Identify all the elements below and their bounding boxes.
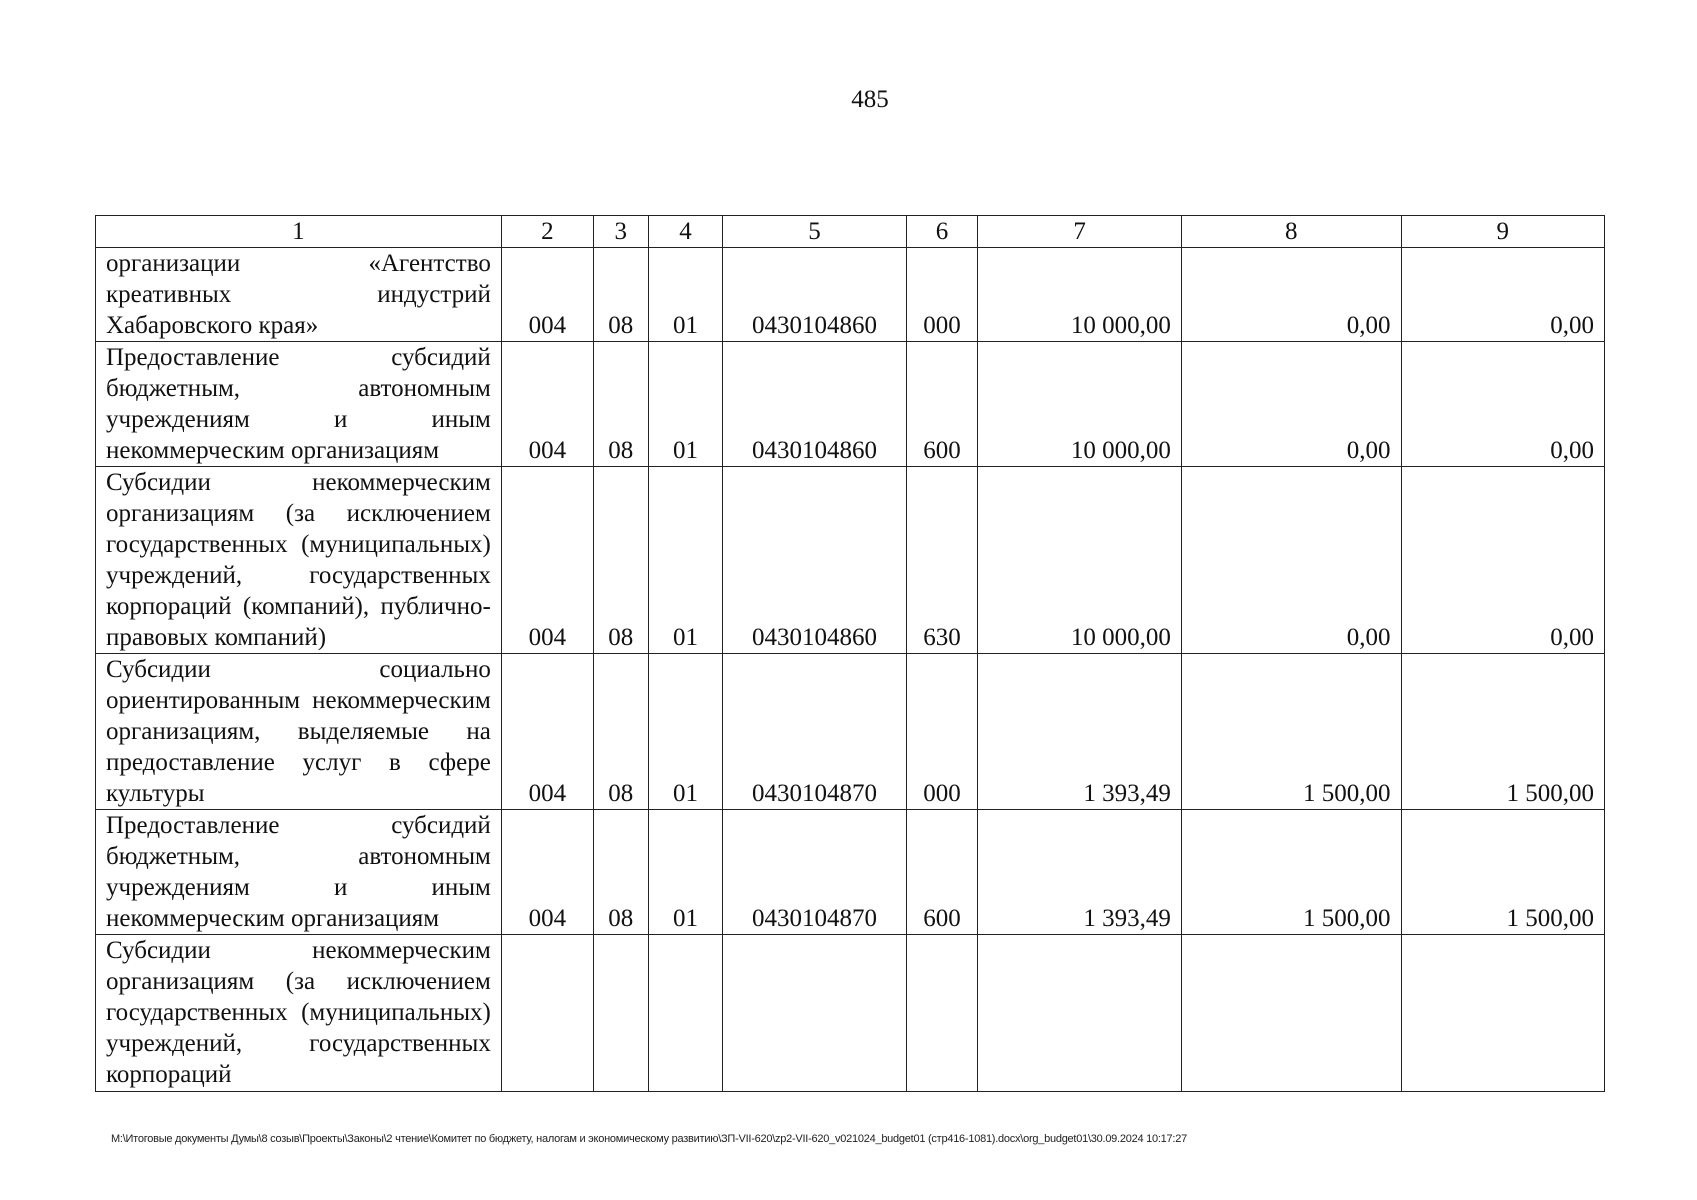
budget-table <box>95 215 1605 1092</box>
column-header: 2 <box>501 216 593 248</box>
cell-amount-9 <box>1401 935 1605 1092</box>
cell-amount-7: 1 393,49 <box>978 810 1181 935</box>
cell-amount-7: 10 000,00 <box>978 342 1181 467</box>
cell-expense-type: 000 <box>906 654 978 810</box>
cell-section <box>593 935 648 1092</box>
cell-section: 08 <box>593 810 648 935</box>
cell-ministry-code: 004 <box>501 248 593 342</box>
column-header: 5 <box>723 216 906 248</box>
cell-amount-9: 0,00 <box>1401 342 1605 467</box>
row-name: Субсидии некоммерческим организациям (за исключением государственных (муниципальных) учреждений, государственных корпораций (компаний), публично-правовых компаний) <box>96 467 502 654</box>
cell-amount-9: 1 500,00 <box>1401 810 1605 935</box>
cell-target-article: 0430104860 <box>723 467 906 654</box>
column-header: 4 <box>648 216 723 248</box>
cell-amount-8: 1 500,00 <box>1181 654 1401 810</box>
cell-expense-type <box>906 935 978 1092</box>
file-path-footer: M:\Итоговые документы Думы\8 созыв\Проекты\Законы\2 чтение\Комитет по бюджету, налогам и экономическому развитию\ЗП-VII-620\zp2-VII-620_v021024_budget01 (стр416-1081).docx\org_budget01\30.09.2024 10:17:27 <box>111 1133 1187 1145</box>
cell-subsection: 01 <box>648 248 723 342</box>
cell-expense-type: 630 <box>906 467 978 654</box>
row-name: организации «Агентство креативных индустрий Хабаровского края» <box>96 248 502 342</box>
cell-subsection: 01 <box>648 467 723 654</box>
cell-target-article: 0430104870 <box>723 810 906 935</box>
cell-section: 08 <box>593 342 648 467</box>
cell-target-article: 0430104860 <box>723 248 906 342</box>
column-header: 8 <box>1181 216 1401 248</box>
cell-amount-7: 1 393,49 <box>978 654 1181 810</box>
table-row <box>96 810 1605 935</box>
table-row <box>96 467 1605 654</box>
cell-expense-type: 000 <box>906 248 978 342</box>
cell-subsection: 01 <box>648 654 723 810</box>
cell-expense-type: 600 <box>906 810 978 935</box>
cell-section: 08 <box>593 248 648 342</box>
page-number: 485 <box>851 86 889 113</box>
cell-ministry-code <box>501 935 593 1092</box>
cell-amount-8: 0,00 <box>1181 467 1401 654</box>
cell-amount-7: 10 000,00 <box>978 248 1181 342</box>
cell-amount-8: 0,00 <box>1181 342 1401 467</box>
cell-expense-type: 600 <box>906 342 978 467</box>
column-header: 6 <box>906 216 978 248</box>
cell-amount-7: 10 000,00 <box>978 467 1181 654</box>
cell-amount-9: 0,00 <box>1401 467 1605 654</box>
cell-amount-8: 1 500,00 <box>1181 810 1401 935</box>
table-row <box>96 935 1605 1092</box>
cell-target-article: 0430104860 <box>723 342 906 467</box>
cell-ministry-code: 004 <box>501 810 593 935</box>
cell-amount-9: 0,00 <box>1401 248 1605 342</box>
column-header: 3 <box>593 216 648 248</box>
column-header: 9 <box>1401 216 1605 248</box>
cell-ministry-code: 004 <box>501 342 593 467</box>
cell-ministry-code: 004 <box>501 654 593 810</box>
column-header: 7 <box>978 216 1181 248</box>
cell-ministry-code: 004 <box>501 467 593 654</box>
table-row <box>96 342 1605 467</box>
cell-amount-9: 1 500,00 <box>1401 654 1605 810</box>
cell-target-article <box>723 935 906 1092</box>
table-row <box>96 248 1605 342</box>
cell-amount-8: 0,00 <box>1181 248 1401 342</box>
row-name: Субсидии социально ориентированным некоммерческим организациям, выделяемые на предоставление услуг в сфере культуры <box>96 654 502 810</box>
cell-amount-8 <box>1181 935 1401 1092</box>
cell-target-article: 0430104870 <box>723 654 906 810</box>
cell-section: 08 <box>593 654 648 810</box>
cell-amount-7 <box>978 935 1181 1092</box>
column-header: 1 <box>96 216 502 248</box>
row-name: Предоставление субсидий бюджетным, автономным учреждениям и иным некоммерческим организациям <box>96 342 502 467</box>
cell-subsection: 01 <box>648 342 723 467</box>
table-row <box>96 654 1605 810</box>
cell-subsection <box>648 935 723 1092</box>
cell-section: 08 <box>593 467 648 654</box>
row-name: Предоставление субсидий бюджетным, автономным учреждениям и иным некоммерческим организациям <box>96 810 502 935</box>
cell-subsection: 01 <box>648 810 723 935</box>
row-name: Субсидии некоммерческим организациям (за исключением государственных (муниципальных) учреждений, государственных корпораций <box>96 935 502 1092</box>
header-row <box>96 216 1605 248</box>
